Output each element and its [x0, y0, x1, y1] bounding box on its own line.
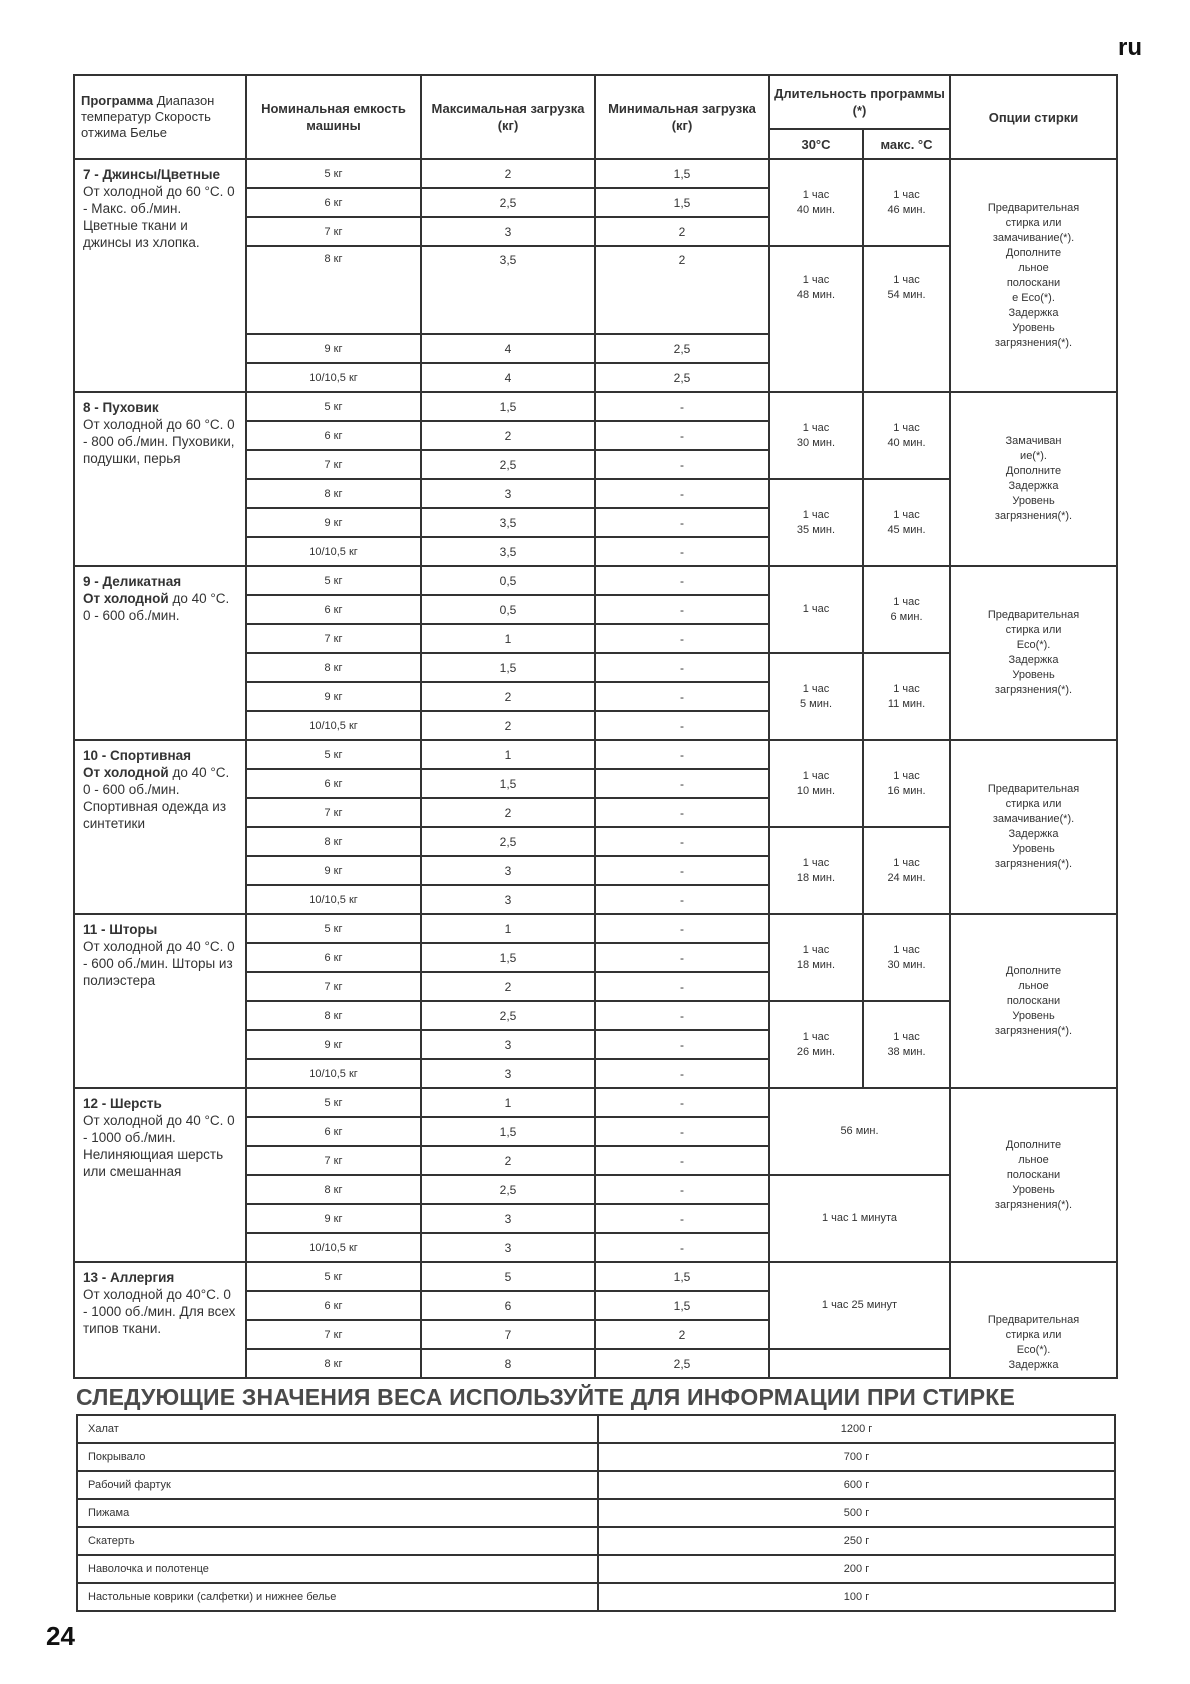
duration-max: 1 час 16 мин.: [863, 740, 950, 827]
min-load-cell: -: [595, 1030, 769, 1059]
max-load-cell: 3: [421, 885, 595, 914]
duration-30c: 1 час 40 мин.: [769, 159, 863, 246]
max-load-cell: 4: [421, 363, 595, 392]
duration-empty-cell: [769, 1349, 950, 1378]
max-load-cell: 3,5: [421, 508, 595, 537]
max-load-cell: 1: [421, 1088, 595, 1117]
weight-item: Рабочий фартук: [77, 1471, 598, 1499]
header-max-load: Максимальная загрузка (кг): [421, 75, 595, 159]
max-load-cell: 3,5: [421, 246, 595, 334]
capacity-cell: 5 кг: [246, 1262, 421, 1291]
capacity-cell: 8 кг: [246, 479, 421, 508]
duration-30c: 1 час 26 мин.: [769, 1001, 863, 1088]
weight-value: 200 г: [598, 1555, 1115, 1583]
header-program: Программа Диапазон температур Скорость отжима Белье: [74, 75, 246, 159]
min-load-cell: 2: [595, 246, 769, 334]
capacity-cell: 10/10,5 кг: [246, 363, 421, 392]
min-load-cell: -: [595, 798, 769, 827]
options-cell: Предварительная стирка или замачивание(*). Дополните льное полоскани е Eco(*). Задержка Уровень загрязнения(*).: [950, 159, 1117, 392]
program-13: 13 - Аллергия От холодной до 40°C. 0 - 1000 об./мин. Для всех типов ткани.: [74, 1262, 246, 1378]
program-9: 9 - Деликатная От холодной до 40 °C. 0 - 600 об./мин.: [74, 566, 246, 740]
max-load-cell: 2,5: [421, 188, 595, 217]
program-table: [73, 74, 1118, 1379]
capacity-cell: 7 кг: [246, 972, 421, 1001]
max-load-cell: 7: [421, 1320, 595, 1349]
options-cell: Дополните льное полоскани Уровень загрязнения(*).: [950, 1088, 1117, 1262]
max-load-cell: 3: [421, 1030, 595, 1059]
weight-item: Настольные коврики (салфетки) и нижнее белье: [77, 1583, 598, 1611]
min-load-cell: -: [595, 450, 769, 479]
duration-30c: 1 час 5 мин.: [769, 653, 863, 740]
min-load-cell: -: [595, 508, 769, 537]
header-max-temp: макс. °C: [863, 129, 950, 159]
duration-max: 1 час 46 мин.: [863, 159, 950, 246]
page-number: 24: [46, 1621, 75, 1651]
max-load-cell: 1,5: [421, 653, 595, 682]
max-load-cell: 2,5: [421, 827, 595, 856]
capacity-cell: 9 кг: [246, 682, 421, 711]
weight-item: Покрывало: [77, 1443, 598, 1471]
capacity-cell: 5 кг: [246, 159, 421, 188]
capacity-cell: 5 кг: [246, 392, 421, 421]
header-min-load: Минимальная загрузка (кг): [595, 75, 769, 159]
max-load-cell: 3: [421, 1233, 595, 1262]
max-load-cell: 1: [421, 740, 595, 769]
min-load-cell: -: [595, 1204, 769, 1233]
min-load-cell: -: [595, 827, 769, 856]
duration-30c: 1 час 48 мин.: [769, 246, 863, 392]
capacity-cell: 8 кг: [246, 653, 421, 682]
duration-max: 1 час 6 мин.: [863, 566, 950, 653]
min-load-cell: -: [595, 421, 769, 450]
weight-item: Пижама: [77, 1499, 598, 1527]
weight-value: 100 г: [598, 1583, 1115, 1611]
min-load-cell: -: [595, 537, 769, 566]
max-load-cell: 8: [421, 1349, 595, 1378]
capacity-cell: 6 кг: [246, 188, 421, 217]
min-load-cell: -: [595, 1175, 769, 1204]
weight-value: 700 г: [598, 1443, 1115, 1471]
capacity-cell: 7 кг: [246, 450, 421, 479]
min-load-cell: -: [595, 972, 769, 1001]
capacity-cell: 6 кг: [246, 1117, 421, 1146]
duration-cell: 1 час 1 минута: [769, 1175, 950, 1262]
duration-max: 1 час 30 мин.: [863, 914, 950, 1001]
weight-value: 250 г: [598, 1527, 1115, 1555]
max-load-cell: 1,5: [421, 943, 595, 972]
max-load-cell: 2,5: [421, 1175, 595, 1204]
min-load-cell: -: [595, 943, 769, 972]
program-7: 7 - Джинсы/Цветные От холодной до 60 °C. 0 - Макс. об./мин. Цветные ткани и джинсы из хлопка.: [74, 159, 246, 392]
capacity-cell: 7 кг: [246, 1320, 421, 1349]
max-load-cell: 2: [421, 798, 595, 827]
header-capacity: Номинальная емкость машины: [246, 75, 421, 159]
weights-table: [76, 1414, 1116, 1612]
program-12: 12 - Шерсть От холодной до 40 °C. 0 - 1000 об./мин. Нелиняющиая шерсть или смешанная: [74, 1088, 246, 1262]
max-load-cell: 2: [421, 421, 595, 450]
duration-cell: 56 мин.: [769, 1088, 950, 1175]
duration-30c: 1 час 30 мин.: [769, 392, 863, 479]
options-cell: Замачиван ие(*). Дополните Задержка Уровень загрязнения(*).: [950, 392, 1117, 566]
capacity-cell: 8 кг: [246, 1349, 421, 1378]
min-load-cell: 2,5: [595, 1349, 769, 1378]
capacity-cell: 6 кг: [246, 943, 421, 972]
capacity-cell: 7 кг: [246, 217, 421, 246]
max-load-cell: 3: [421, 856, 595, 885]
min-load-cell: -: [595, 1059, 769, 1088]
max-load-cell: 3: [421, 479, 595, 508]
capacity-cell: 8 кг: [246, 827, 421, 856]
min-load-cell: 2,5: [595, 334, 769, 363]
options-cell: Предварительная стирка или замачивание(*). Задержка Уровень загрязнения(*).: [950, 740, 1117, 914]
program-10: 10 - Спортивная От холодной до 40 °C. 0 - 600 об./мин. Спортивная одежда из синтетики: [74, 740, 246, 914]
capacity-cell: 10/10,5 кг: [246, 537, 421, 566]
capacity-cell: 5 кг: [246, 740, 421, 769]
options-cell: Дополните льное полоскани Уровень загрязнения(*).: [950, 914, 1117, 1088]
min-load-cell: -: [595, 479, 769, 508]
duration-max: 1 час 54 мин.: [863, 246, 950, 392]
capacity-cell: 5 кг: [246, 1088, 421, 1117]
weight-value: 1200 г: [598, 1415, 1115, 1443]
min-load-cell: -: [595, 885, 769, 914]
min-load-cell: 1,5: [595, 1262, 769, 1291]
max-load-cell: 2: [421, 711, 595, 740]
min-load-cell: -: [595, 392, 769, 421]
max-load-cell: 0,5: [421, 595, 595, 624]
min-load-cell: -: [595, 653, 769, 682]
max-load-cell: 1: [421, 914, 595, 943]
capacity-cell: 10/10,5 кг: [246, 711, 421, 740]
max-load-cell: 2: [421, 972, 595, 1001]
capacity-cell: 6 кг: [246, 769, 421, 798]
min-load-cell: -: [595, 740, 769, 769]
min-load-cell: -: [595, 1001, 769, 1030]
max-load-cell: 2: [421, 1146, 595, 1175]
min-load-cell: 1,5: [595, 188, 769, 217]
capacity-cell: 7 кг: [246, 1146, 421, 1175]
min-load-cell: -: [595, 595, 769, 624]
max-load-cell: 2,5: [421, 1001, 595, 1030]
min-load-cell: -: [595, 856, 769, 885]
duration-30c: 1 час 35 мин.: [769, 479, 863, 566]
max-load-cell: 6: [421, 1291, 595, 1320]
min-load-cell: 1,5: [595, 159, 769, 188]
min-load-cell: -: [595, 711, 769, 740]
min-load-cell: -: [595, 624, 769, 653]
program-8: 8 - Пуховик От холодной до 60 °C. 0 - 800 об./мин. Пуховики, подушки, перья: [74, 392, 246, 566]
capacity-cell: 6 кг: [246, 595, 421, 624]
min-load-cell: -: [595, 1117, 769, 1146]
capacity-cell: 9 кг: [246, 508, 421, 537]
max-load-cell: 5: [421, 1262, 595, 1291]
min-load-cell: 2,5: [595, 363, 769, 392]
max-load-cell: 1,5: [421, 769, 595, 798]
capacity-cell: 10/10,5 кг: [246, 885, 421, 914]
duration-max: 1 час 11 мин.: [863, 653, 950, 740]
options-cell: Предварительная стирка или Eco(*). Задержка Уровень загрязнения(*).: [950, 566, 1117, 740]
max-load-cell: 2: [421, 159, 595, 188]
capacity-cell: 9 кг: [246, 856, 421, 885]
capacity-cell: 5 кг: [246, 566, 421, 595]
capacity-cell: 6 кг: [246, 1291, 421, 1320]
duration-max: 1 час 40 мин.: [863, 392, 950, 479]
program-11: 11 - Шторы От холодной до 40 °C. 0 - 600 об./мин. Шторы из полиэстера: [74, 914, 246, 1088]
max-load-cell: 1: [421, 624, 595, 653]
capacity-cell: 7 кг: [246, 798, 421, 827]
weight-item: Наволочка и полотенце: [77, 1555, 598, 1583]
capacity-cell: 5 кг: [246, 914, 421, 943]
capacity-cell: 9 кг: [246, 1030, 421, 1059]
max-load-cell: 4: [421, 334, 595, 363]
language-code: ru: [1118, 34, 1142, 61]
min-load-cell: -: [595, 914, 769, 943]
duration-cell: 1 час 25 минут: [769, 1262, 950, 1349]
capacity-cell: 8 кг: [246, 1175, 421, 1204]
max-load-cell: 3: [421, 1059, 595, 1088]
max-load-cell: 0,5: [421, 566, 595, 595]
min-load-cell: -: [595, 1233, 769, 1262]
min-load-cell: 1,5: [595, 1291, 769, 1320]
min-load-cell: 2: [595, 217, 769, 246]
duration-30c: 1 час 10 мин.: [769, 740, 863, 827]
min-load-cell: -: [595, 1146, 769, 1175]
capacity-cell: 8 кг: [246, 246, 421, 334]
capacity-cell: 8 кг: [246, 1001, 421, 1030]
capacity-cell: 6 кг: [246, 421, 421, 450]
capacity-cell: 9 кг: [246, 1204, 421, 1233]
header-options: Опции стирки: [950, 75, 1117, 159]
header-duration: Длительность программы (*): [769, 75, 950, 129]
max-load-cell: 3,5: [421, 537, 595, 566]
weights-heading: СЛЕДУЮЩИЕ ЗНАЧЕНИЯ ВЕСА ИСПОЛЬЗУЙТЕ ДЛЯ ИНФОРМАЦИИ ПРИ СТИРКЕ: [76, 1384, 1016, 1410]
max-load-cell: 3: [421, 217, 595, 246]
max-load-cell: 2,5: [421, 450, 595, 479]
min-load-cell: -: [595, 682, 769, 711]
weight-item: Скатерть: [77, 1527, 598, 1555]
duration-30c: 1 час 18 мин.: [769, 827, 863, 914]
duration-max: 1 час 38 мин.: [863, 1001, 950, 1088]
options-cell: Предварительная стирка или Eco(*). Задержка: [950, 1262, 1117, 1378]
header-30c: 30°C: [769, 129, 863, 159]
max-load-cell: 3: [421, 1204, 595, 1233]
capacity-cell: 10/10,5 кг: [246, 1059, 421, 1088]
duration-max: 1 час 45 мин.: [863, 479, 950, 566]
weight-value: 500 г: [598, 1499, 1115, 1527]
duration-max: 1 час 24 мин.: [863, 827, 950, 914]
duration-30c: 1 час 18 мин.: [769, 914, 863, 1001]
weight-item: Халат: [77, 1415, 598, 1443]
capacity-cell: 7 кг: [246, 624, 421, 653]
min-load-cell: -: [595, 1088, 769, 1117]
capacity-cell: 9 кг: [246, 334, 421, 363]
min-load-cell: -: [595, 566, 769, 595]
max-load-cell: 1,5: [421, 1117, 595, 1146]
duration-30c: 1 час: [769, 566, 863, 653]
max-load-cell: 1,5: [421, 392, 595, 421]
max-load-cell: 2: [421, 682, 595, 711]
capacity-cell: 10/10,5 кг: [246, 1233, 421, 1262]
weight-value: 600 г: [598, 1471, 1115, 1499]
min-load-cell: 2: [595, 1320, 769, 1349]
min-load-cell: -: [595, 769, 769, 798]
